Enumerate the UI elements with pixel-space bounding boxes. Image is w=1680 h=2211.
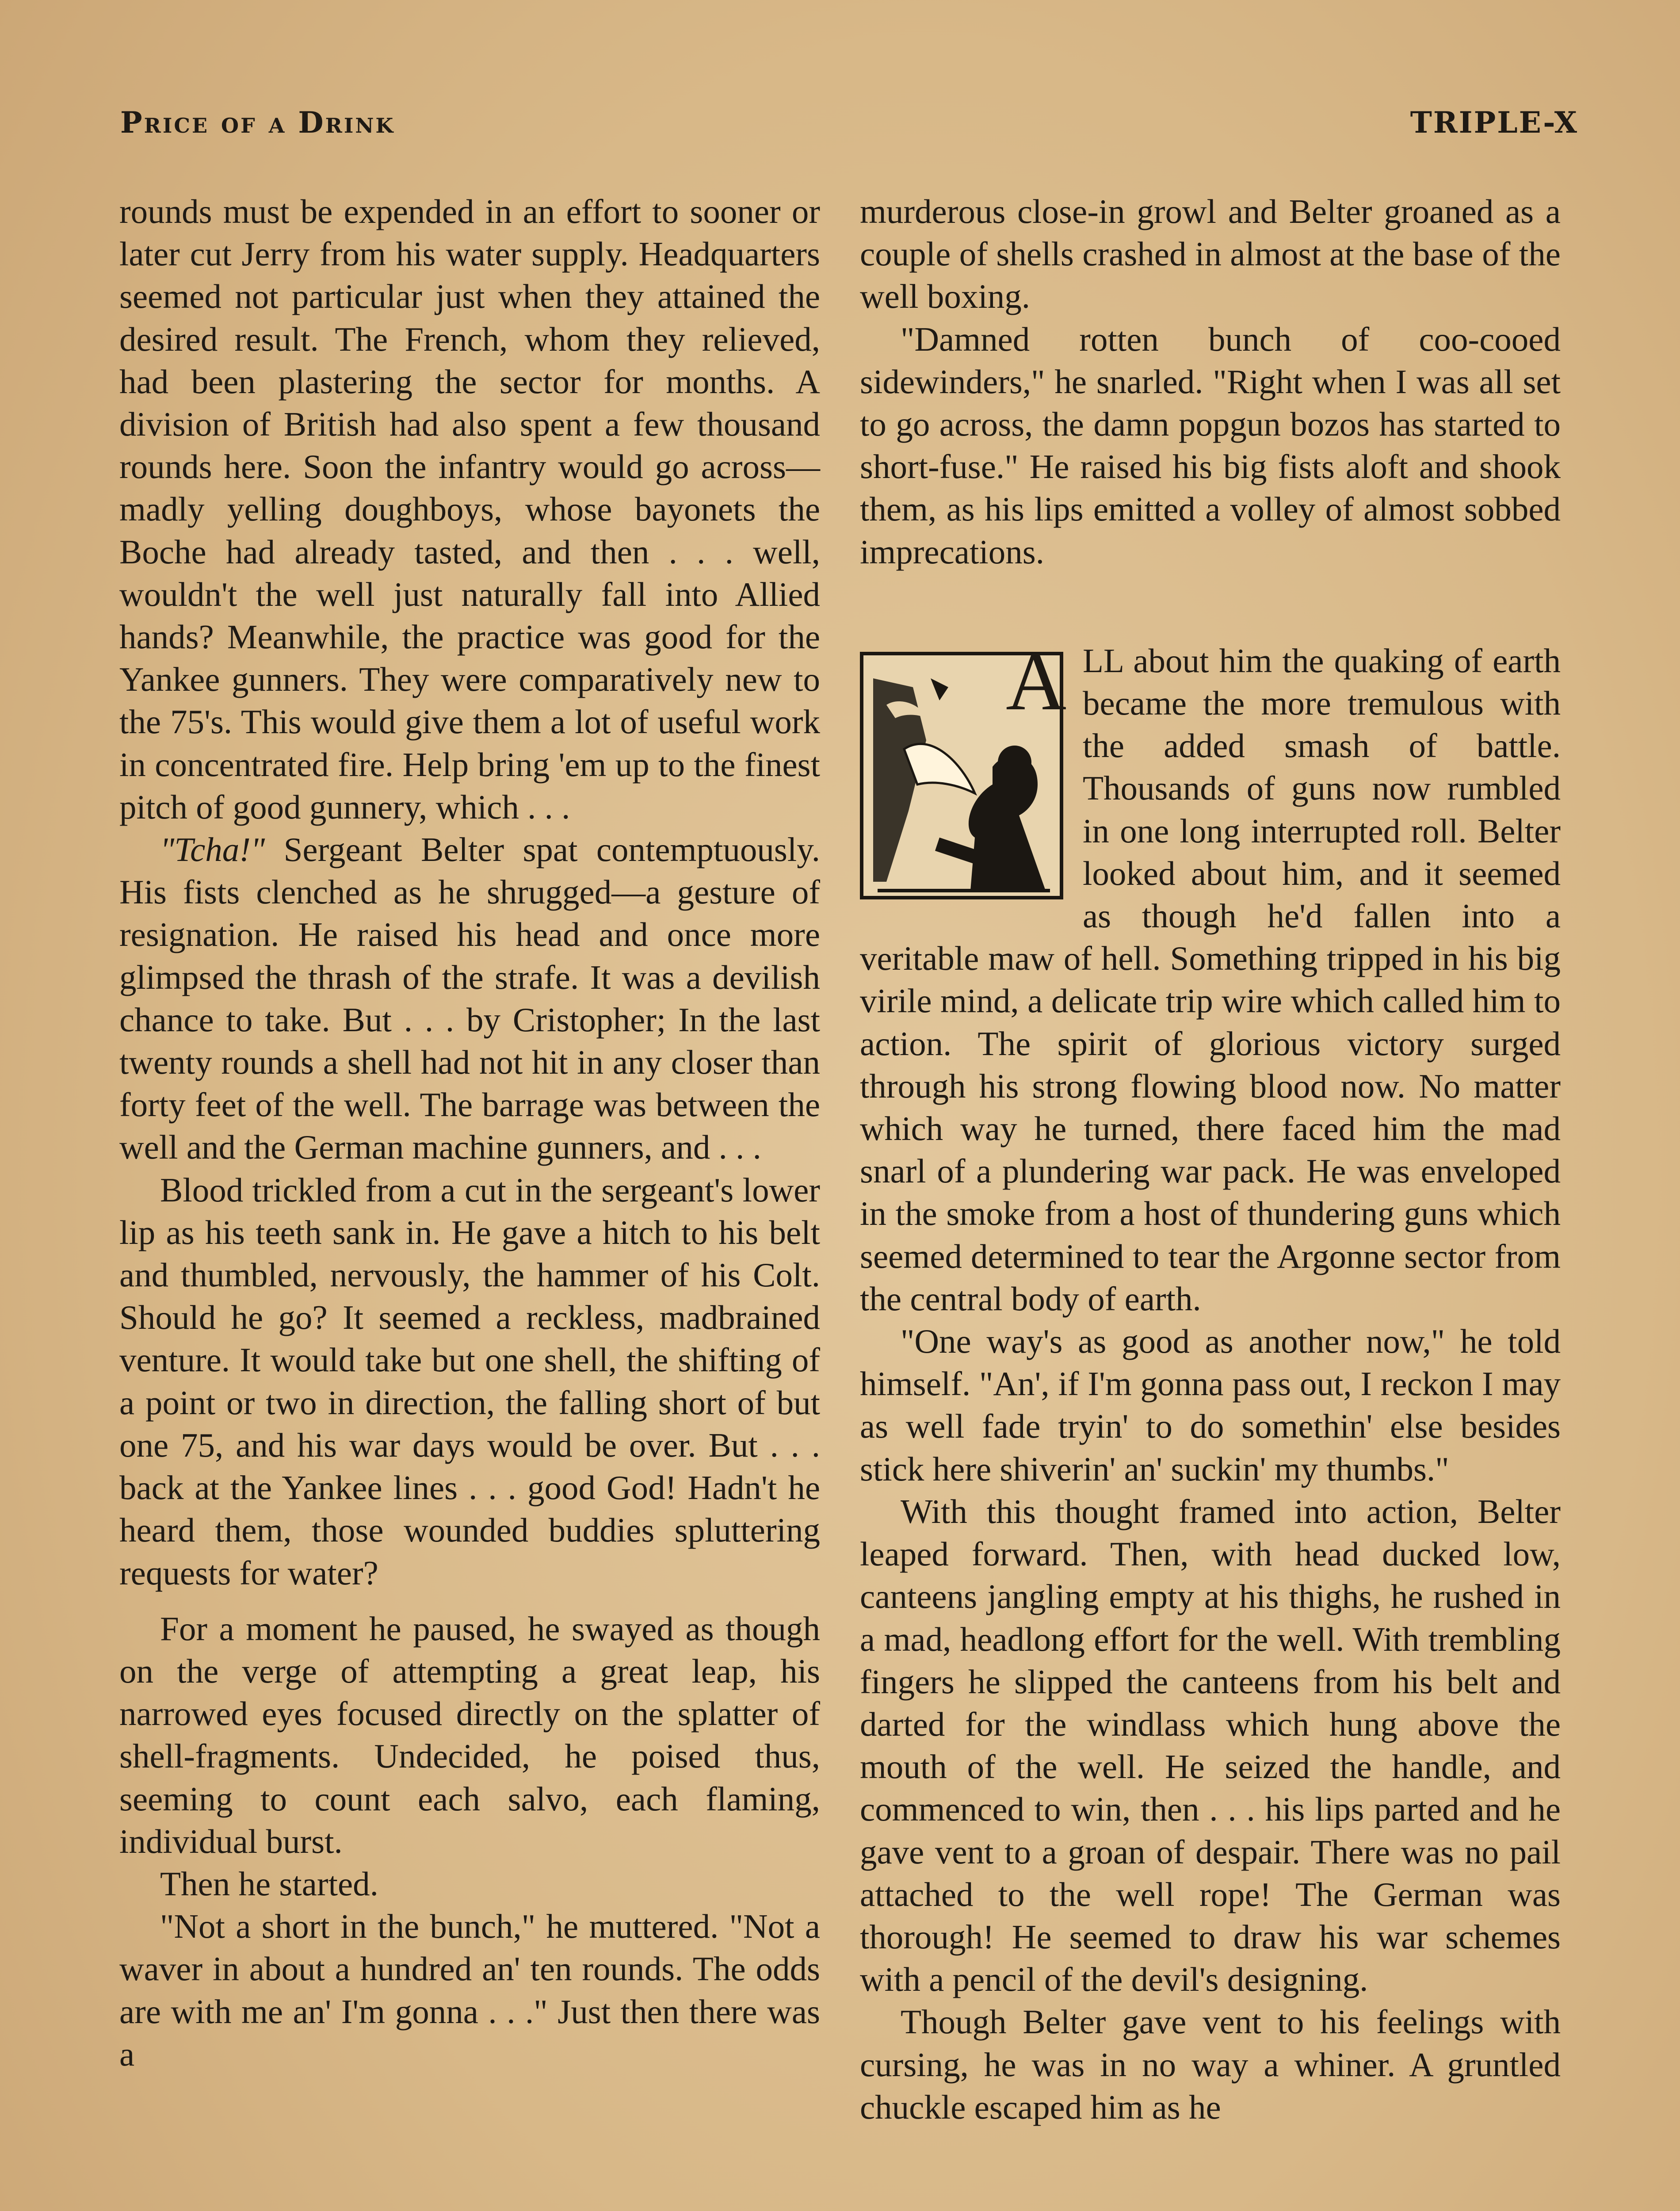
running-header bbox=[120, 105, 1578, 145]
illustrated-initial bbox=[860, 635, 1068, 909]
drop-cap: A bbox=[1006, 635, 1067, 728]
paragraph: "Not a short in the bunch," he muttered. "Not a waver in about a hundred an' ten rounds. The odds are with me an' I'm gonna . . ." Just then there was a bbox=[119, 1907, 820, 2073]
paragraph: "One way's as good as another now," he told himself. "An', if I'm gonna pass out, I reckon I may as well fade tryin' to do somethin' else besides stick here shiverin' an' suckin' my thumbs." bbox=[860, 1322, 1561, 1488]
paragraph: Then he started. bbox=[160, 1864, 378, 1903]
paragraph: With this thought framed into action, Belter leaped forward. Then, with head ducked low, canteens jangling empty at his thighs, he rushed in a mad, headlong effort for the well. With trembling fingers he slipped the canteens from his belt and darted for the windlass which hung above the mouth of the well. He seized the handle, and commenced to win, then . . . his lips parted and he gave vent to a groan of despair. There was no pail attached to the well rope! The German was thorough! He seemed to draw his war schemes with a pencil of the devil's designing. bbox=[860, 1492, 1561, 1999]
paragraph: Blood trickled from a cut in the sergeant's lower lip as his teeth sank in. He gave a hitch to his belt and thumbled, nervously, the hammer of his Colt. Should he go? It seemed a reckless, madbrained venture. It would take but one shell, the shifting of a point or two in direction, the falling short of but one 75, and his war days would be over. But . . . back at the Yankee lines . . . good God! Hadn't he heard them, those wounded buddies spluttering requests for water? bbox=[119, 1171, 820, 1592]
italic-exclamation: "Tcha!" bbox=[160, 830, 265, 869]
section-break bbox=[860, 635, 1561, 1320]
paragraph: Though Belter gave vent to his feelings with cursing, he was in no way a whiner. A gruntled chuckle escaped him as he bbox=[860, 2003, 1561, 2126]
left-column bbox=[119, 190, 820, 2075]
paragraph bbox=[119, 828, 820, 1169]
paragraph: rounds must be expended in an effort to sooner or later cut Jerry from his water supply. Headquarters seemed not particular just when they attained the desired result. The French, whom they relieved, had been plastering the sector for months. A division of British had also spent a few thousand rounds here. Soon the infantry would go across—madly yelling doughboys, whose bayonets the Boche had already tasted, and then . . . well, wouldn't the well just naturally fall into Allied hands? Meanwhile, the practice was good for the Yankee gunners. They were comparatively new to the 75's. This would give them a lot of useful work in concentrated fire. Help bring 'em up to the finest pitch of good gunnery, which . . . bbox=[119, 192, 820, 826]
paragraph: LL about him the quaking of earth became the more tremulous with the added smash of battle. Thousands of guns now rumbled in one long interrupted roll. Belter looked about him, and it seemed as though he'd fallen into a veritable maw of hell. Something tripped in his big virile mind, a delicate trip wire which called him to action. The spirit of glorious victory surged through his strong flowing blood now. No matter which way he turned, there faced him the mad snarl of a plundering war pack. He was enveloped in the smoke from a host of thundering guns which seemed determined to tear the Argonne sector from the central body of earth. bbox=[860, 641, 1561, 1318]
right-column bbox=[860, 190, 1561, 2128]
story-title: Price of a Drink bbox=[120, 105, 395, 140]
paragraph-text: Sergeant Belter spat contemptuously. His fists clenched as he shrugged—a gesture of resignation. He raised his head and once more glimpsed the thrash of the strafe. It was a devilish chance to take. But . . . by Cristopher; In the last twenty rounds a shell had not hit in any closer than forty feet of the well. The barrage was between the well and the German machine gunners, and . . . bbox=[119, 830, 820, 1167]
magazine-title: TRIPLE-X bbox=[1410, 105, 1578, 140]
paragraph: murderous close-in growl and Belter groaned as a couple of shells crashed in almost at the base of the well boxing. bbox=[860, 192, 1561, 316]
paragraph: "Damned rotten bunch of coo-cooed sidewinders," he snarled. "Right when I was all set to go across, the damn popgun bozos has started to short-fuse." He raised his big fists aloft and shook them, as his lips emitted a volley of almost sobbed imprecations. bbox=[860, 320, 1561, 571]
paragraph: For a moment he paused, he swayed as though on the verge of attempting a great leap, his narrowed eyes focused directly on the splatter of shell-fragments. Undecided, he poised thus, seeming to count each salvo, each flaming, individual burst. bbox=[119, 1609, 820, 1860]
